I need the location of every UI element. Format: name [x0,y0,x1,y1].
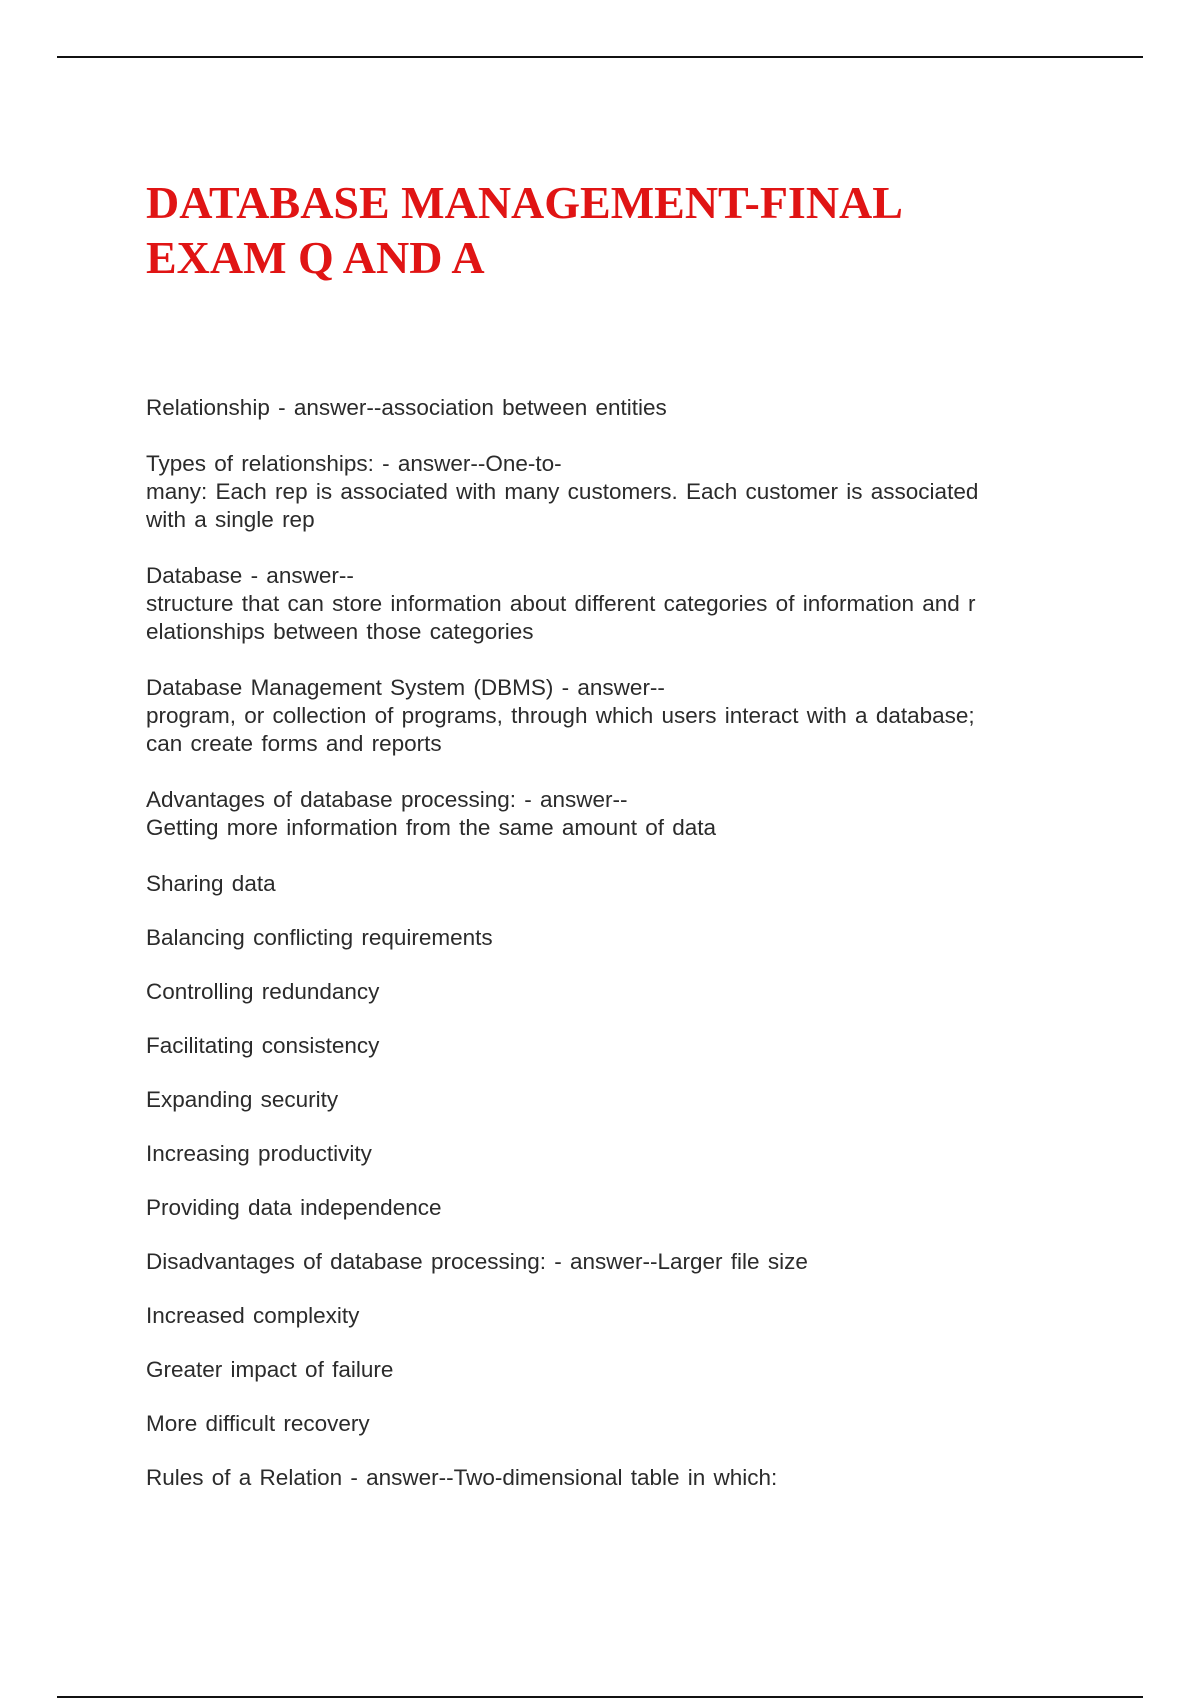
list-item [146,1086,1066,1114]
paragraph-gap [146,898,1066,924]
text-line: Providing data independence [146,1195,442,1220]
paragraph-gap [146,422,1066,450]
paragraph-gap [146,1222,1066,1248]
text-line: Sharing data [146,871,276,896]
paragraph-gap [146,758,1066,786]
paragraph-gap [146,1060,1066,1086]
title-line-2: EXAM Q AND A [146,232,485,283]
document-title [146,175,1046,285]
paragraph-gap [146,1276,1066,1302]
paragraph-gap [146,1114,1066,1140]
list-item [146,1302,1066,1330]
header-rule [57,56,1143,58]
document-body [146,394,1066,1492]
paragraph-gap [146,1438,1066,1464]
list-item [146,1356,1066,1384]
text-line: Advantages of database processing: - answer-- [146,787,628,812]
qa-dbms [146,674,1066,758]
text-line: program, or collection of programs, through which users interact with a database; [146,703,975,728]
qa-disadvantages [146,1248,1066,1276]
text-line: Rules of a Relation - answer--Two-dimensional table in which: [146,1465,778,1490]
qa-rules-of-relation [146,1464,1066,1492]
list-item [146,1194,1066,1222]
text-line: Relationship - answer--association between entities [146,395,667,420]
text-line: Increased complexity [146,1303,360,1328]
text-line: many: Each rep is associated with many customers. Each customer is associated [146,479,979,504]
list-item [146,870,1066,898]
list-item [146,1410,1066,1438]
paragraph-gap [146,1330,1066,1356]
title-line-1: DATABASE MANAGEMENT-FINAL [146,177,903,228]
text-line: with a single rep [146,507,315,532]
qa-advantages [146,786,1066,842]
text-line: can create forms and reports [146,731,442,756]
qa-database [146,562,1066,646]
qa-types-of-relationships [146,450,1066,534]
list-item [146,978,1066,1006]
list-item [146,924,1066,952]
text-line: Facilitating consistency [146,1033,380,1058]
text-line: elationships between those categories [146,619,534,644]
text-line: Getting more information from the same amount of data [146,815,717,840]
paragraph-gap [146,1168,1066,1194]
text-line: Database Management System (DBMS) - answer-- [146,675,665,700]
footer-rule [57,1696,1143,1698]
paragraph-gap [146,1384,1066,1410]
list-item [146,1032,1066,1060]
paragraph-gap [146,534,1066,562]
text-line: Types of relationships: - answer--One-to- [146,451,562,476]
text-line: Increasing productivity [146,1141,372,1166]
paragraph-gap [146,842,1066,870]
text-line: Disadvantages of database processing: - answer--Larger file size [146,1249,808,1274]
text-line: Expanding security [146,1087,339,1112]
qa-relationship [146,394,1066,422]
text-line: More difficult recovery [146,1411,370,1436]
text-line: Balancing conflicting requirements [146,925,493,950]
text-line: Controlling redundancy [146,979,380,1004]
text-line: Database - answer-- [146,563,354,588]
text-line: structure that can store information about different categories of information and r [146,591,976,616]
paragraph-gap [146,1006,1066,1032]
paragraph-gap [146,646,1066,674]
paragraph-gap [146,952,1066,978]
list-item [146,1140,1066,1168]
text-line: Greater impact of failure [146,1357,394,1382]
